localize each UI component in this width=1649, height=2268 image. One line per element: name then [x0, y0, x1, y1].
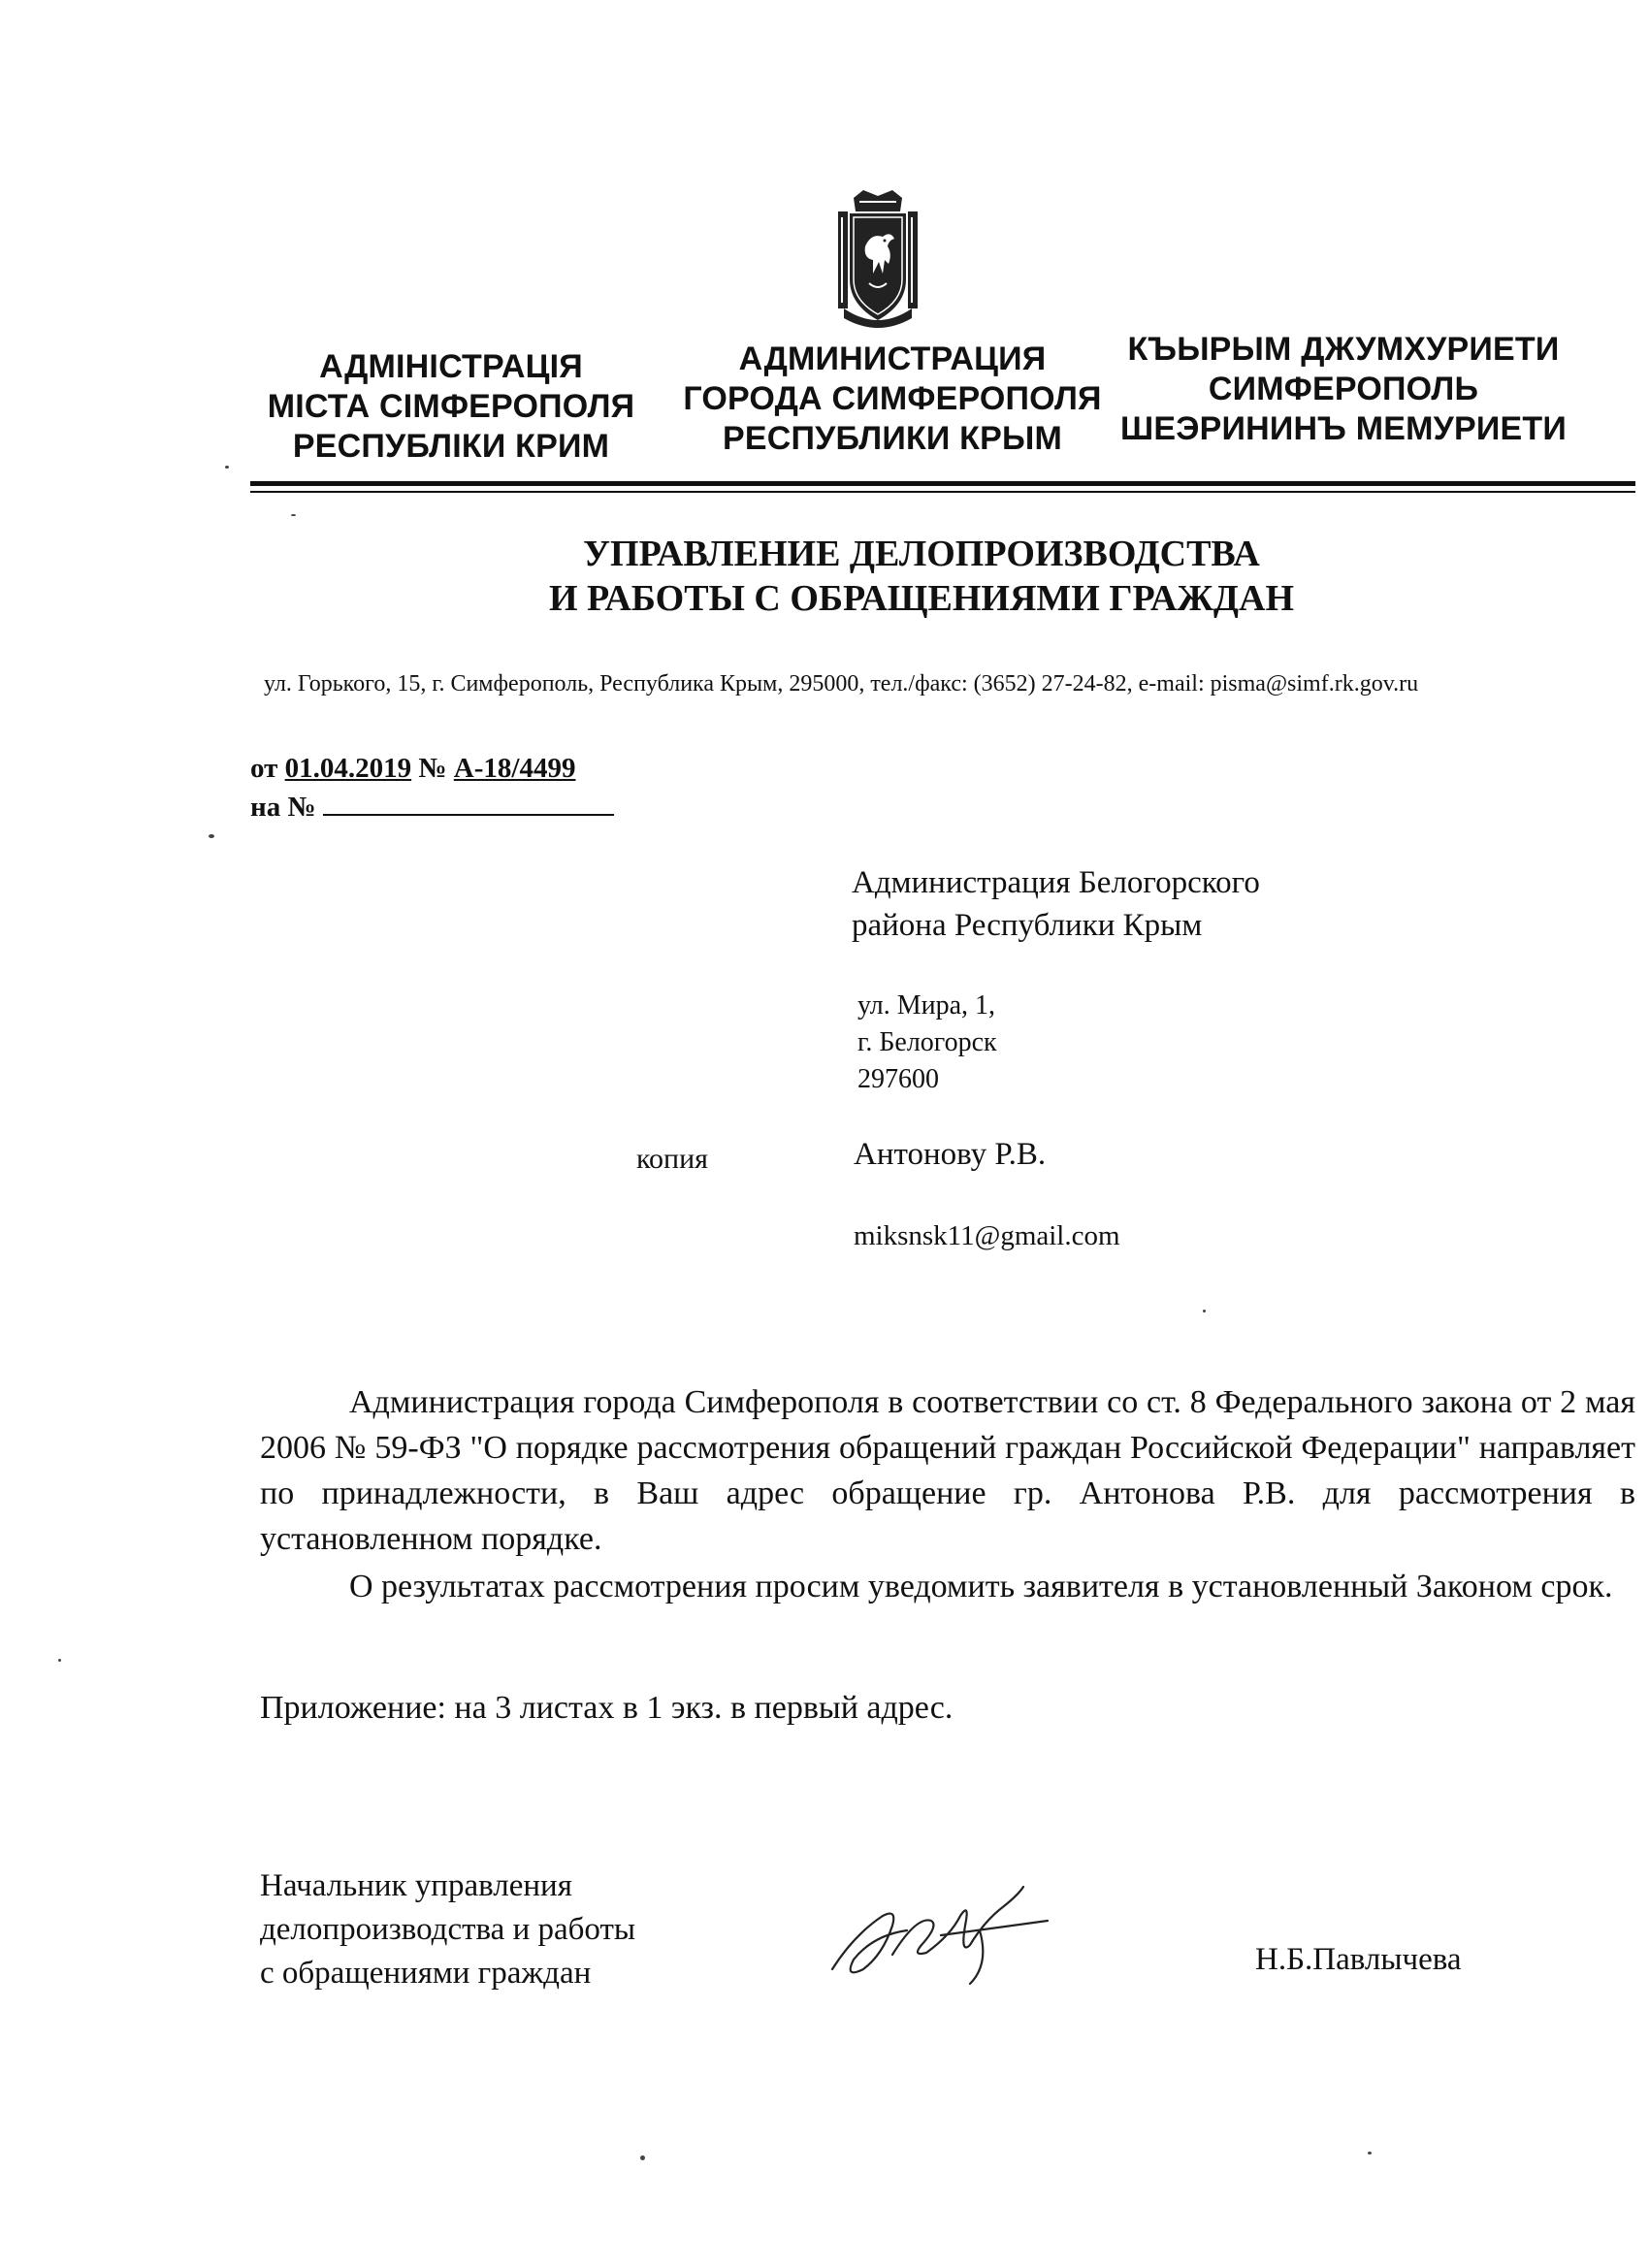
header-russian-line: ГОРОДА СИМФЕРОПОЛЯ [683, 380, 1102, 417]
reference-to-prefix: на № [250, 792, 316, 823]
address-line: 297600 [857, 1064, 939, 1094]
header-ukrainian-line: МІСТА СІМФЕРОПОЛЯ [267, 388, 635, 425]
header-crimean-tatar-line: СИМФЕРОПОЛЬ [1208, 371, 1479, 407]
header-ukrainian [247, 347, 655, 467]
header-divider-thick [250, 481, 1635, 486]
header-crimean-tatar-line: ШЕЭРИНИНЪ МЕМУРИЕТИ [1120, 410, 1567, 447]
copy-label: копия [636, 1143, 708, 1175]
handwritten-signature [824, 1877, 1077, 1993]
outgoing-reference [250, 749, 614, 826]
reference-from-prefix: от [250, 753, 278, 784]
body-paragraph: О результатах рассмотрения просим уведомить заявителя в установленный Законом срок. [349, 1569, 1613, 1604]
header-divider-thin [250, 491, 1635, 493]
reference-to-line [250, 788, 614, 826]
body-paragraph: Администрация города Симферополя в соответствии со ст. 8 Федерального закона от 2 мая 2006 № 59-ФЗ "О порядке рассмотрения обращений граждан Российской Федерации" направляет по принадлежности, в Ваш адрес обращение гр. Антонова Р.В. для рассмотрения в установленном порядке. [260, 1384, 1635, 1557]
header-crimean-tatar [1116, 330, 1571, 449]
department-title-line: И РАБОТЫ С ОБРАЩЕНИЯМИ ГРАЖДАН [548, 578, 1295, 619]
attachment-note: Приложение: на 3 листах в 1 экз. в первый адрес. [260, 1690, 954, 1726]
reference-number: А-18/4499 [453, 753, 576, 784]
reference-number-sign: № [418, 753, 447, 784]
reference-date: 01.04.2019 [284, 753, 412, 784]
signatory-position-line: Начальник управления [260, 1868, 572, 1903]
header-ukrainian-line: РЕСПУБЛІКИ КРИМ [292, 428, 610, 465]
header-russian-line: АДМИНИСТРАЦИЯ [738, 340, 1047, 377]
coat-of-arms-emblem [834, 190, 922, 328]
scan-speck [291, 514, 296, 516]
scan-speck [209, 834, 214, 838]
scan-speck [58, 1659, 61, 1662]
signatory-position-line: с обращениями граждан [260, 1956, 592, 1991]
addressee-address [857, 988, 997, 1098]
signatory-position-line: делопроизводства и работы [260, 1912, 636, 1947]
letter-body [260, 1379, 1635, 1609]
copy-email: miksnsk11@gmail.com [854, 1220, 1120, 1251]
signatory-position [260, 1864, 635, 1995]
addressee [852, 861, 1260, 947]
scan-speck [225, 466, 229, 469]
header-ukrainian-line: АДМІНІСТРАЦІЯ [319, 348, 583, 385]
reference-to-blank [323, 791, 614, 816]
header-russian-line: РЕСПУБЛИКИ КРЫМ [722, 420, 1063, 457]
scan-speck [1203, 1310, 1206, 1312]
scan-speck [640, 2155, 645, 2160]
header-russian [669, 340, 1116, 459]
addressee-line: Администрация Белогорского [852, 865, 1260, 900]
copy-recipient: Антонову Р.В. [854, 1137, 1047, 1172]
department-title-line: УПРАВЛЕНИЕ ДЕЛОПРОИЗВОДСТВА [583, 534, 1260, 574]
address-line: г. Белогорск [857, 1027, 997, 1057]
header-crimean-tatar-line: КЪЫРЫМ ДЖУМХУРИЕТИ [1127, 331, 1560, 368]
department-title [388, 532, 1455, 621]
scan-speck [1368, 2152, 1372, 2155]
reference-from-line [250, 749, 614, 788]
department-contact: ул. Горького, 15, г. Симферополь, Республика Крым, 295000, тел./факс: (3652) 27-24-82, e-mail: pisma@simf.rk.gov.ru [264, 671, 1419, 697]
address-line: ул. Мира, 1, [857, 990, 996, 1021]
addressee-line: района Республики Крым [852, 908, 1203, 943]
signatory-name: Н.Б.Павлычева [1255, 1942, 1462, 1977]
